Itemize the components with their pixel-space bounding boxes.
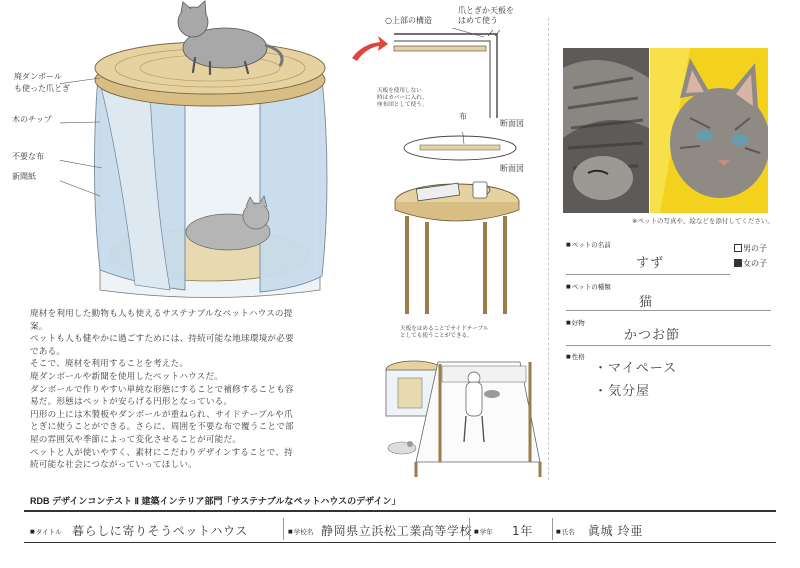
red-arrow: [348, 34, 390, 64]
annotation-section2: 断面図: [500, 164, 524, 173]
contest-title: RDB デザインコンテスト Ⅱ 建築インテリア部門「サステナブルなペットハウスのデザイン」: [30, 496, 401, 506]
footer-separator: [469, 518, 470, 540]
pet-photo-2: [650, 48, 768, 213]
section-diagram-cloth: [400, 132, 525, 166]
annotation-side-table: 天板をはめることでサイドテーブル としても使うことができる。: [400, 326, 489, 339]
name-value: 眞城 玲亜: [588, 524, 643, 538]
school-label: ■ 学校名: [288, 527, 313, 536]
pet-name-label: ■ ペットの名前: [566, 240, 611, 249]
description-line: 続可能な社会につながっていってほしい。: [30, 460, 197, 471]
gender-female-checkbox[interactable]: [734, 259, 742, 267]
section-diagram-top: [392, 28, 517, 128]
side-table-illustration: [393, 176, 523, 316]
annotation-section1: 断面図: [500, 119, 524, 128]
gender-female-option: [734, 258, 767, 269]
pet-name-value: すず: [636, 256, 665, 271]
description-line: 案。: [30, 321, 48, 332]
pet-photo-1: [563, 48, 649, 213]
pet-personality-1: ・マイペース: [594, 361, 678, 376]
footer-separator: [283, 518, 284, 540]
annotation-table-note: 天板を使用しない 時はカバーに入れ、 座布団として使う。: [377, 88, 428, 108]
school-value: 静岡県立浜松工業高等学校: [321, 524, 473, 538]
title-value: 暮らしに寄りそうペットハウス: [72, 524, 248, 538]
pet-name-line: [566, 274, 730, 275]
gender-male-option: [734, 243, 767, 254]
description-line: ペットと人が使いやすく、素材にこだわりデザインすることで、持: [30, 447, 293, 458]
pet-house-illustration: [60, 0, 380, 305]
annotation-newspaper: 新聞紙: [12, 172, 36, 181]
room-scene-illustration: [380, 352, 550, 480]
description-line: である。: [30, 346, 66, 357]
column-divider: [548, 18, 549, 480]
gender-female-label: 女の子: [743, 259, 767, 268]
pet-type-line: [566, 310, 771, 311]
annotation-cloth: 布: [459, 112, 467, 121]
footer-separator: [552, 518, 553, 540]
annotation-wood-chip: 木のチップ: [12, 115, 52, 124]
pet-likes-label: ■ 好物: [566, 318, 585, 327]
inner-cat-head: [243, 203, 269, 229]
annotation-fabric: 不要な布: [12, 152, 44, 161]
gender-male-label: 男の子: [743, 244, 767, 253]
description-line: そこで、廃材を利用することを考えた。: [30, 359, 189, 370]
photo-note: ※ペットの写真や、絵などを添付してください。: [632, 217, 774, 225]
pet-type-value: 猫: [639, 295, 654, 310]
description-line: ダンボールで作りやすい単純な形態にすることで補修することも容: [30, 384, 294, 395]
pet-personality-2: ・気分屋: [594, 384, 651, 399]
gender-male-checkbox[interactable]: [734, 244, 742, 252]
name-label: ■ 氏名: [556, 527, 575, 536]
annotation-top-structure: ○上部の構造: [385, 16, 432, 25]
pet-type-label: ■ ペットの種類: [566, 282, 611, 291]
right-curtain: [260, 78, 327, 292]
description-line: ペットも人も健やかに過ごすためには、持続可能な地球環境が必要: [30, 334, 294, 345]
footer-bottom-line: [24, 542, 776, 543]
description-text: [30, 308, 375, 472]
description-line: とぎに使うことができる。さらに、周囲を不要な布で覆うことで部: [30, 422, 294, 433]
grade-label: ■ 学年: [474, 527, 493, 536]
pet-likes-line: [566, 345, 771, 346]
annotation-claw-board: 爪とぎか天板を はめて使う: [458, 6, 514, 25]
title-label: ■ タイトル: [30, 527, 62, 536]
annotation-cardboard: 廃ダンボール も使った爪とぎ: [14, 72, 70, 93]
description-line: 屋の雰囲気や季節によって変化させることが可能だ。: [30, 434, 242, 445]
description-line: 廃材を利用した動物も人も使えるサステナブルなペットハウスの提: [30, 309, 293, 319]
pet-personality-label: ■ 性格: [566, 352, 585, 361]
footer-top-line: [24, 510, 776, 512]
description-line: 易だ。形態はペットが安らげる円形となっている。: [30, 397, 233, 408]
grade-value: 1年: [512, 524, 533, 538]
pet-likes-value: かつお節: [624, 328, 681, 343]
description-line: 廃ダンボールや新聞を使用したペットハウスだ。: [30, 371, 223, 382]
description-line: 円形の上には木製板やダンボールが重ねられ、サイドテーブルや爪: [30, 409, 293, 420]
